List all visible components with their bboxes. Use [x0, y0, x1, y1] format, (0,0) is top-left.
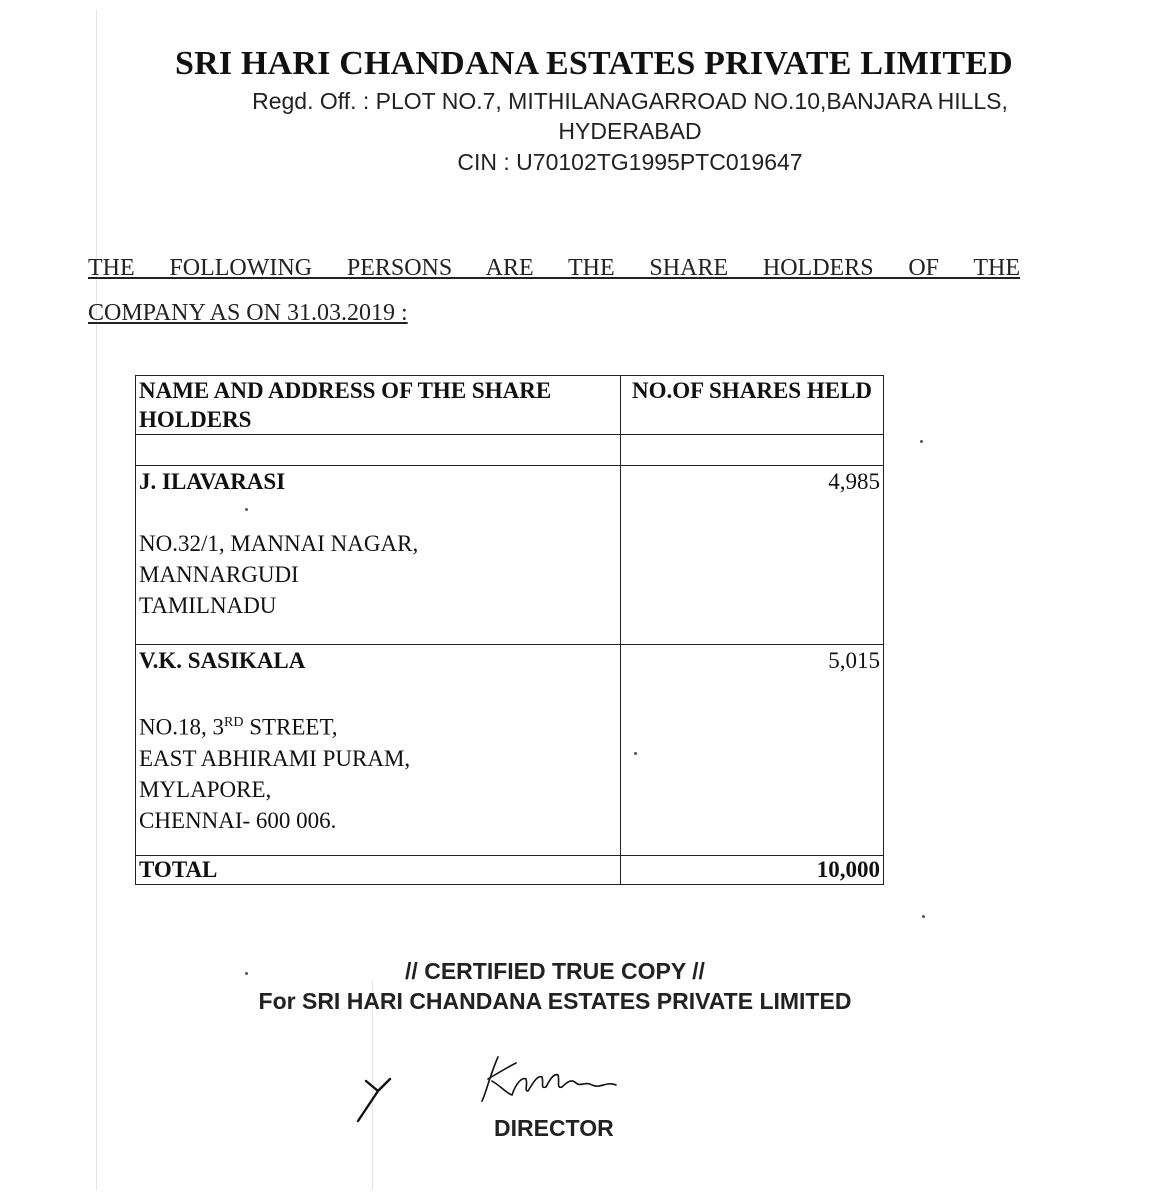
company-name: SRI HARI CHANDANA ESTATES PRIVATE LIMITED — [175, 45, 1013, 82]
shares-cell: 4,985 — [621, 466, 884, 645]
spacer-cell — [621, 435, 884, 466]
address-suffix: STREET, — [243, 714, 338, 740]
table-header-row — [136, 376, 884, 435]
table-row — [136, 466, 884, 645]
shares-cell: 5,015 — [621, 645, 884, 856]
total-row — [136, 856, 884, 885]
shareholders-table — [135, 375, 884, 885]
header-name-address: NAME AND ADDRESS OF THE SHARE HOLDERS — [136, 376, 621, 435]
holder-cell — [136, 466, 621, 645]
address-superscript: RD — [223, 715, 244, 730]
intro-line-2 — [88, 300, 1020, 327]
certified-true-copy: // CERTIFIED TRUE COPY // — [405, 958, 705, 984]
holder-address-line: EAST ABHIRAMI PURAM, — [139, 745, 411, 771]
holder-address-line: CHENNAI- 600 006. — [139, 807, 337, 833]
total-label: TOTAL — [136, 856, 621, 885]
company-cin: CIN : U70102TG1995PTC019647 — [457, 149, 803, 175]
scan-artifact-line — [96, 10, 97, 1190]
holder-cell — [136, 645, 621, 856]
director-label: DIRECTOR — [494, 1115, 614, 1141]
header-shares-held: NO.OF SHARES HELD — [621, 376, 884, 435]
spacer-cell — [136, 435, 621, 466]
for-company-line: For SRI HARI CHANDANA ESTATES PRIVATE LIMITED — [258, 988, 852, 1014]
holder-address-line: MANNARGUDI — [139, 562, 299, 587]
table-spacer-row — [136, 435, 884, 466]
scan-speck — [922, 915, 925, 918]
total-shares: 10,000 — [621, 856, 884, 885]
holder-address-line: MYLAPORE, — [139, 776, 272, 802]
address-prefix: NO.18, 3 — [139, 714, 224, 740]
scan-speck — [920, 440, 923, 443]
holder-name: V.K. SASIKALA — [139, 648, 306, 673]
holder-address-line: TAMILNADU — [139, 593, 277, 618]
table-row — [136, 645, 884, 856]
registered-office-city: HYDERABAD — [558, 118, 702, 144]
intro-colon: : — [400, 300, 408, 326]
holder-address-line — [139, 707, 617, 743]
holder-name: J. ILAVARASI — [139, 469, 286, 494]
intro-line-1: THE FOLLOWING PERSONS ARE THE SHARE HOLDERS OF THE — [88, 255, 1020, 281]
intro-date-text: COMPANY AS ON 31.03.2019 — [88, 300, 395, 326]
registered-office-address: Regd. Off. : PLOT NO.7, MITHILANAGARROAD NO.10,BANJARA HILLS, — [252, 88, 1008, 114]
holder-address-line: NO.32/1, MANNAI NAGAR, — [139, 531, 419, 556]
